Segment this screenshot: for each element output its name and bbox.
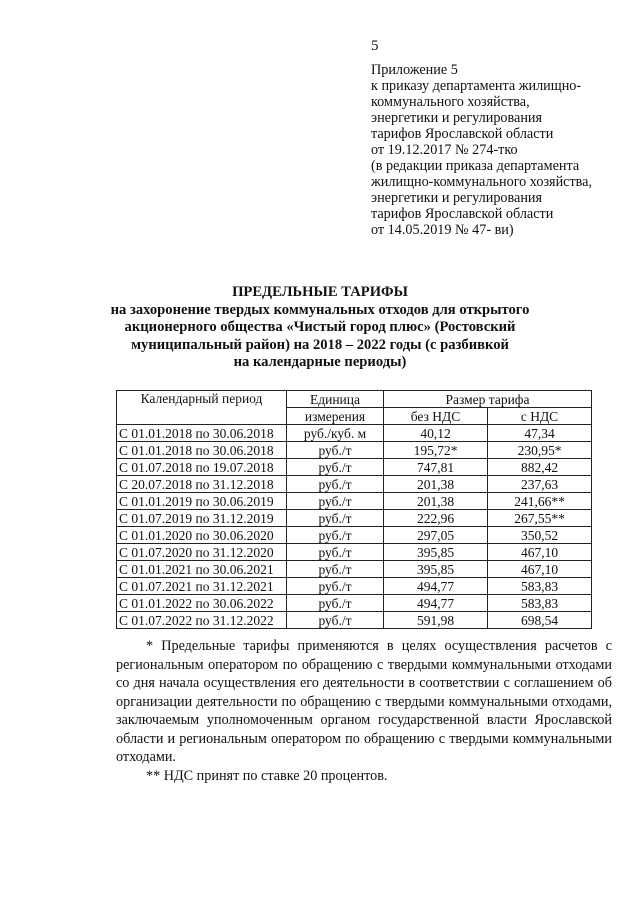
cell-with-vat: 267,55** — [488, 510, 592, 527]
appendix-line: тарифов Ярославской области — [371, 126, 554, 142]
cell-with-vat: 47,34 — [488, 425, 592, 442]
cell-unit: руб./т — [287, 476, 384, 493]
appendix-line: энергетики и регулирования — [371, 190, 543, 206]
appendix-line: тарифов Ярославской области — [371, 206, 554, 222]
cell-without-vat: 747,81 — [384, 459, 488, 476]
header-period: Календарный период — [117, 391, 287, 425]
appendix-line: жилищно-коммунального хозяйства, — [371, 174, 593, 190]
header-without-vat: без НДС — [384, 408, 488, 425]
header-tariff-size: Размер тарифа — [384, 391, 592, 408]
tariff-table — [116, 390, 592, 629]
table-row — [117, 595, 592, 612]
table-row — [117, 510, 592, 527]
cell-unit: руб./т — [287, 561, 384, 578]
table-row — [117, 493, 592, 510]
cell-period: С 01.01.2022 по 30.06.2022 — [117, 595, 287, 612]
header-unit-line2: измерения — [287, 408, 384, 425]
cell-with-vat: 698,54 — [488, 612, 592, 629]
cell-unit: руб./т — [287, 595, 384, 612]
cell-period: С 01.07.2019 по 31.12.2019 — [117, 510, 287, 527]
appendix-line: Приложение 5 — [371, 62, 458, 78]
cell-without-vat: 297,05 — [384, 527, 488, 544]
table-row — [117, 442, 592, 459]
cell-without-vat: 195,72* — [384, 442, 488, 459]
cell-with-vat: 467,10 — [488, 544, 592, 561]
cell-period: С 01.01.2021 по 30.06.2021 — [117, 561, 287, 578]
cell-with-vat: 350,52 — [488, 527, 592, 544]
title-line: на захоронение твердых коммунальных отходов для открытого — [110, 301, 530, 318]
cell-period: С 01.01.2019 по 30.06.2019 — [117, 493, 287, 510]
cell-with-vat: 241,66** — [488, 493, 592, 510]
table-row — [117, 476, 592, 493]
appendix-line: коммунального хозяйства, — [371, 94, 530, 110]
cell-unit: руб./т — [287, 578, 384, 595]
table-row — [117, 425, 592, 442]
cell-period: С 01.01.2020 по 30.06.2020 — [117, 527, 287, 544]
cell-without-vat: 222,96 — [384, 510, 488, 527]
table-row — [117, 527, 592, 544]
page-number: 5 — [371, 38, 379, 54]
title-line: акционерного общества «Чистый город плюс» (Ростовский — [124, 319, 516, 335]
footnote-double-asterisk: ** НДС принят по ставке 20 процентов. — [146, 767, 388, 784]
cell-without-vat: 201,38 — [384, 476, 488, 493]
cell-period: С 01.01.2018 по 30.06.2018 — [117, 425, 287, 442]
cell-without-vat: 494,77 — [384, 578, 488, 595]
appendix-line: (в редакции приказа департамента — [371, 158, 580, 174]
cell-period: С 01.07.2022 по 31.12.2022 — [117, 612, 287, 629]
cell-period: С 01.07.2021 по 31.12.2021 — [117, 578, 287, 595]
cell-without-vat: 40,12 — [384, 425, 488, 442]
header-unit-line1: Единица — [287, 391, 384, 408]
title-line: на календарные периоды) — [233, 354, 407, 370]
header-with-vat: с НДС — [488, 408, 592, 425]
footnote-single-asterisk: * Предельные тарифы применяются в целях осуществления расчетов с региональным оператором по обращению с твердыми коммунальными отходами со дня начала осуществления его деятельности в соответствии с соглашением об организации деятельности по обращению с твердыми коммунальными отходами, заключаемым уполномоченным органом государственной власти Ярославской области и региональным оператором по обращению с твердыми коммунальными отходами. — [116, 638, 612, 765]
footnotes — [116, 637, 612, 785]
table-row — [117, 612, 592, 629]
cell-without-vat: 494,77 — [384, 595, 488, 612]
appendix-line: от 19.12.2017 № 274-тко — [371, 142, 518, 158]
cell-unit: руб./т — [287, 544, 384, 561]
cell-period: С 01.07.2018 по 19.07.2018 — [117, 459, 287, 476]
appendix-line: энергетики и регулирования — [371, 110, 543, 126]
cell-with-vat: 583,83 — [488, 578, 592, 595]
appendix-line: от 14.05.2019 № 47- ви) — [371, 222, 514, 238]
cell-without-vat: 395,85 — [384, 544, 488, 561]
cell-without-vat: 591,98 — [384, 612, 488, 629]
table-row — [117, 459, 592, 476]
cell-period: С 01.01.2018 по 30.06.2018 — [117, 442, 287, 459]
cell-unit: руб./куб. м — [287, 425, 384, 442]
table-row — [117, 561, 592, 578]
cell-unit: руб./т — [287, 527, 384, 544]
cell-unit: руб./т — [287, 493, 384, 510]
cell-with-vat: 467,10 — [488, 561, 592, 578]
document-title — [100, 284, 540, 372]
cell-with-vat: 882,42 — [488, 459, 592, 476]
appendix-line: к приказу департамента жилищно- — [371, 78, 582, 94]
cell-without-vat: 201,38 — [384, 493, 488, 510]
title-heading: ПРЕДЕЛЬНЫЕ ТАРИФЫ — [232, 284, 408, 300]
cell-period: С 01.07.2020 по 31.12.2020 — [117, 544, 287, 561]
cell-with-vat: 230,95* — [488, 442, 592, 459]
cell-without-vat: 395,85 — [384, 561, 488, 578]
cell-unit: руб./т — [287, 612, 384, 629]
cell-unit: руб./т — [287, 442, 384, 459]
table-row — [117, 544, 592, 561]
title-line: муниципальный район) на 2018 – 2022 годы (с разбивкой — [131, 336, 509, 353]
table-row — [117, 578, 592, 595]
appendix-block — [371, 62, 592, 238]
cell-with-vat: 237,63 — [488, 476, 592, 493]
cell-unit: руб./т — [287, 459, 384, 476]
cell-unit: руб./т — [287, 510, 384, 527]
cell-with-vat: 583,83 — [488, 595, 592, 612]
cell-period: С 20.07.2018 по 31.12.2018 — [117, 476, 287, 493]
